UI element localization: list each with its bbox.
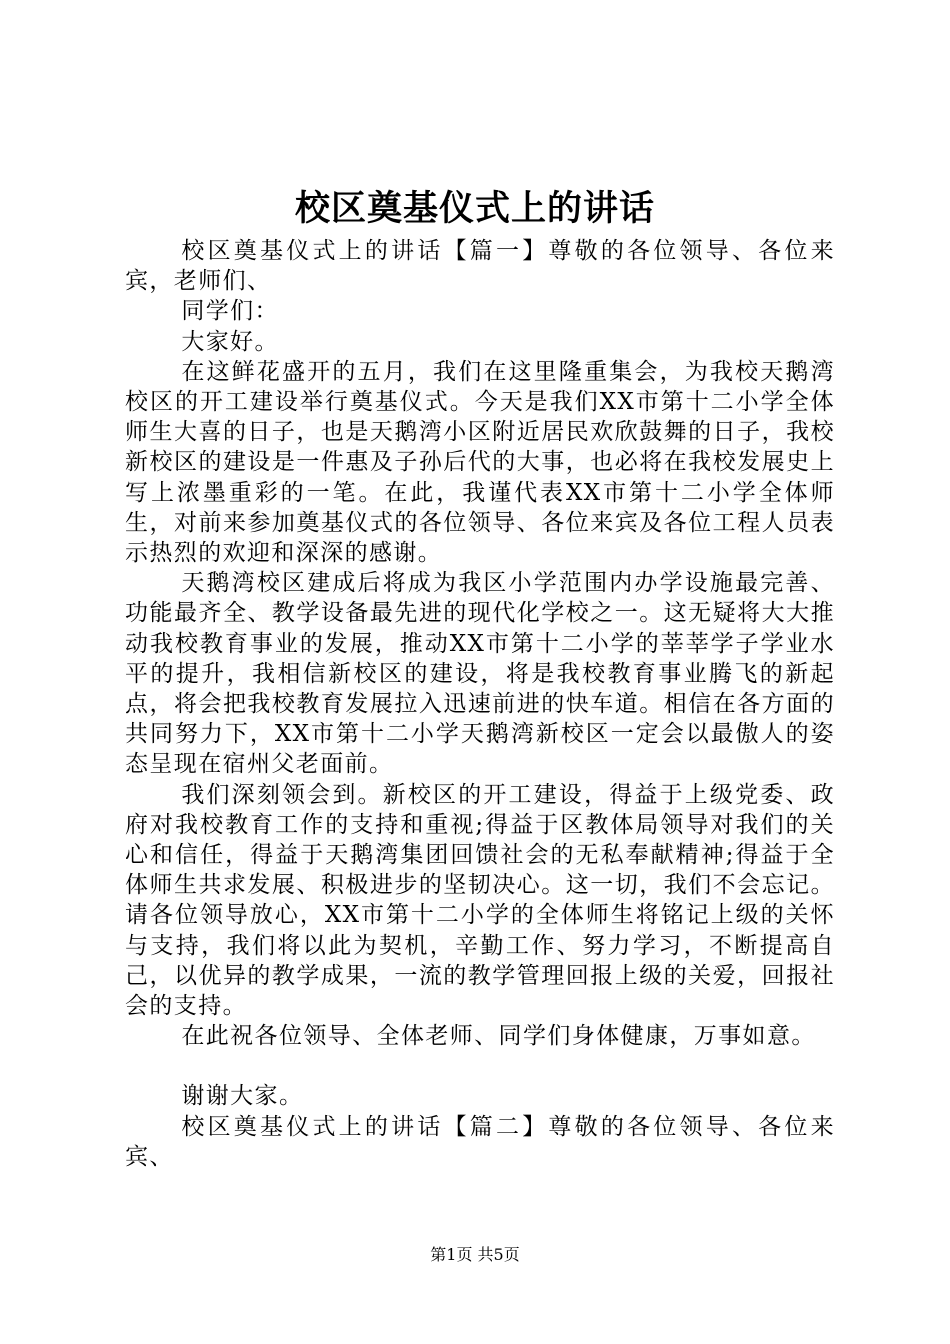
paragraph: 谢谢大家。: [181, 1083, 304, 1110]
paragraph: 校区奠基仪式上的讲话【篇二】尊敬的各位领导、各位来宾、: [125, 1113, 835, 1170]
document-title: 校区奠基仪式上的讲话: [294, 188, 655, 229]
paragraph: 在此祝各位领导、全体老师、同学们身体健康，万事如意。: [181, 1023, 816, 1050]
paragraph: 我们深刻领会到。新校区的开工建设，得益于上级党委、政府对我校教育工作的支持和重视;得益于区教体局领导对我们的关心和信任，得益于天鹅湾集团回馈社会的无私奉献精神;得益于全体师生共求发展、积极进步的坚韧决心。这一切，我们不会忘记。请各位领导放心，XX市第十二小学的全体师生将铭记上级的关怀与支持，我们将以此为契机，辛勤工作、努力学习，不断提高自己，以优异的教学成果，一流的教学管理回报上级的关爱，回报社会的支持。: [125, 781, 835, 1020]
paragraph: 同学们：: [181, 298, 279, 325]
document-body: [125, 236, 835, 1172]
paragraph: 在这鲜花盛开的五月，我们在这里隆重集会，为我校天鹅湾校区的开工建设举行奠基仪式。今天是我们XX市第十二小学全体师生大喜的日子，也是天鹅湾小区附近居民欢欣鼓舞的日子，我校新校区的建设是一件惠及子孙后代的大事，也必将在我校发展史上写上浓墨重彩的一笔。在此，我谨代表XX市第十二小学全体师生，对前来参加奠基仪式的各位领导、各位来宾及各位工程人员表示热烈的欢迎和深深的感谢。: [125, 358, 835, 567]
paragraph: 大家好。: [181, 328, 279, 355]
paragraph: 校区奠基仪式上的讲话【篇一】尊敬的各位领导、各位来宾，老师们、: [125, 238, 835, 295]
paragraph: 天鹅湾校区建成后将成为我区小学范围内办学设施最完善、功能最齐全、教学设备最先进的现代化学校之一。这无疑将大大推动我校教育事业的发展，推动XX市第十二小学的莘莘学子学业水平的提升，我相信新校区的建设，将是我校教育事业腾飞的新起点，将会把我校教育发展拉入迅速前进的快车道。相信在各方面的共同努力下，XX市第十二小学天鹅湾新校区一定会以最傲人的姿态呈现在宿州父老面前。: [125, 570, 835, 778]
page-footer: 第1页 共5页: [430, 1245, 520, 1264]
